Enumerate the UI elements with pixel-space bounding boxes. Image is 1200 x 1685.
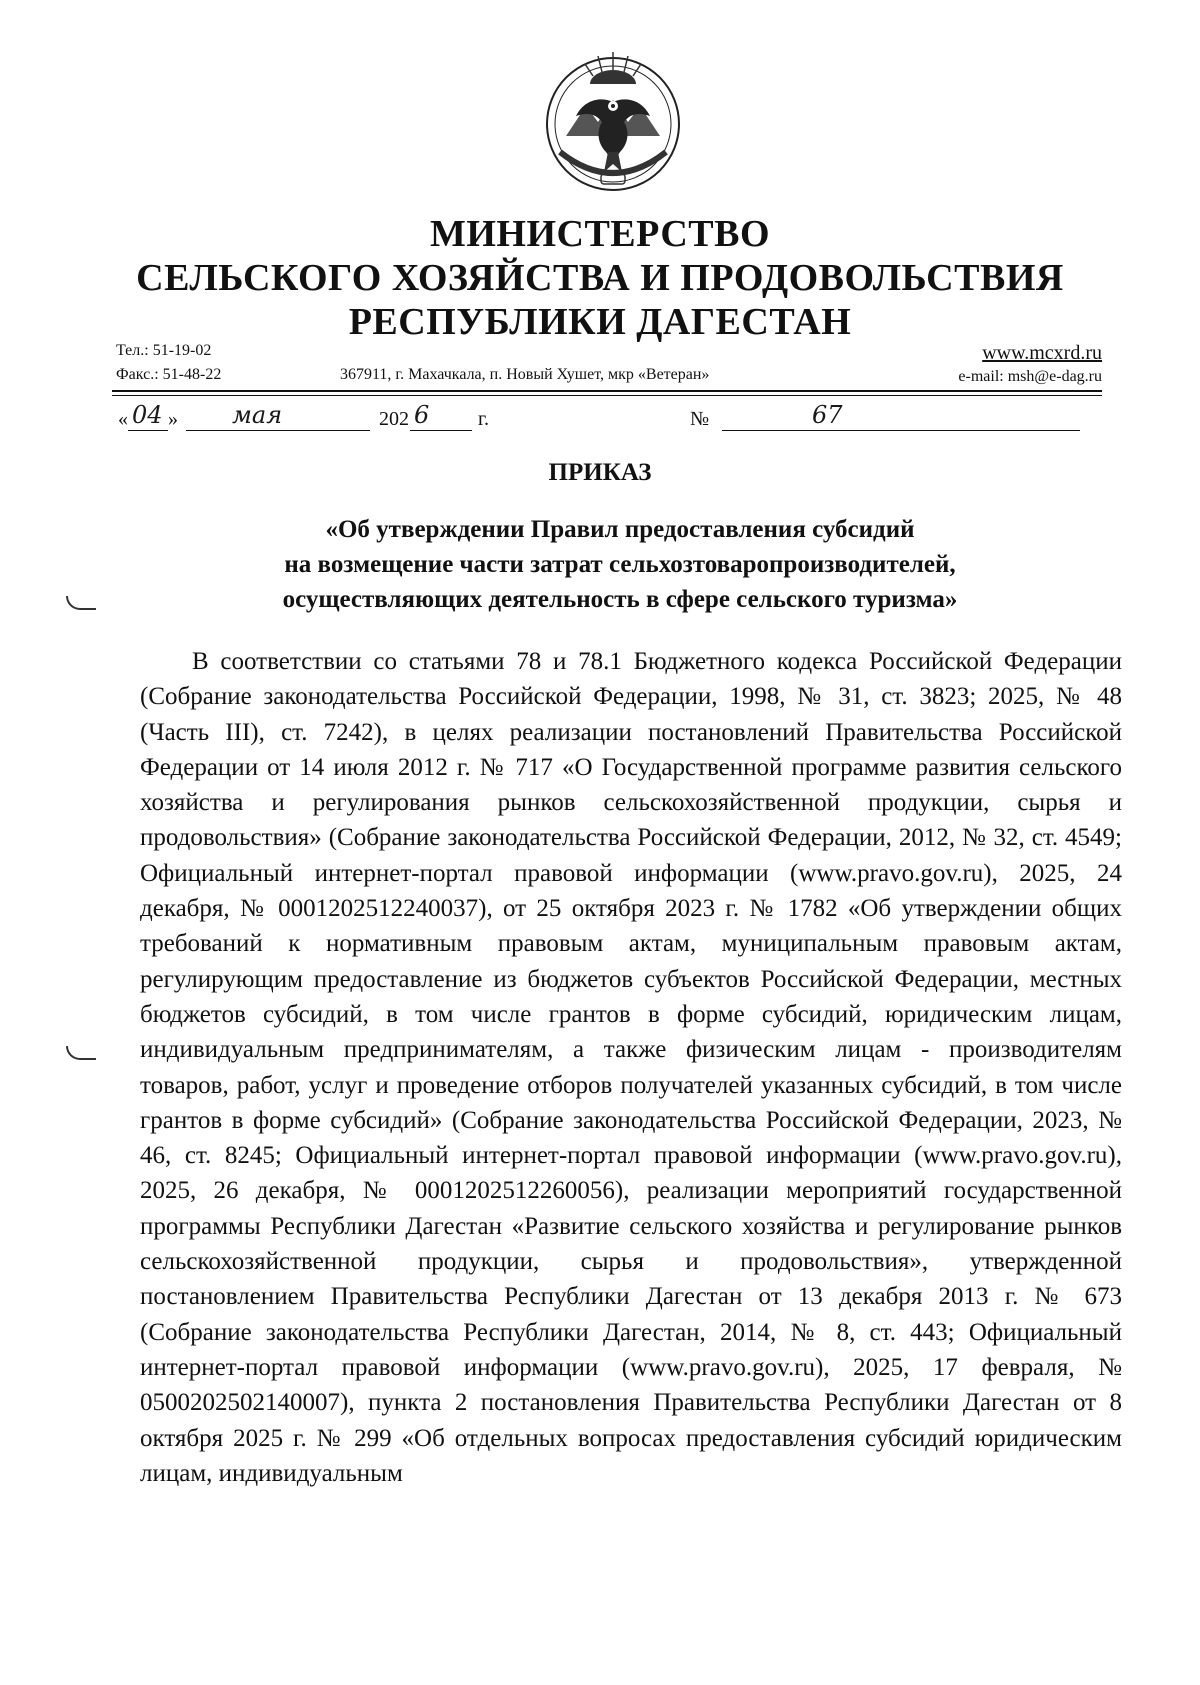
date-day: 04	[132, 401, 163, 429]
ministry-name-line-2: СЕЛЬСКОГО ХОЗЯЙСТВА И ПРОДОВОЛЬСТВИЯ	[136, 257, 1064, 299]
document-body: В соответствии со статьями 78 и 78.1 Бюджетного кодекса Российской Федерации (Собрание законодательства Российской Федерации, 1998, № 31, ст. 3823; 2025, № 48 (Часть III), ст. 7242), в целях реализации постановлений Правительства Российской Федерации от 14 июля 2012 г. № 717 «О Государственной программе развития сельского хозяйства и регулирования рынков сельскохозяйственной продукции, сырья и продовольствия» (Собрание законодательства Российской Федерации, 2012, № 32, ст. 4549; Официальный интернет-портал правовой информации (www.pravo.gov.ru), 2025, 24 декабря, № 0001202512240037), от 25 октября 2023 г. № 1782 «Об утверждении общих требований к нормативным правовым актам, муниципальным правовым актам, регулирующим предоставление из бюджетов субъектов Российской Федерации, местных бюджетов субсидий, в том числе грантов в форме субсидий, юридическим лицам, индивидуальным предпринимателям, а также физическим лицам - производителям товаров, работ, услуг и проведение отборов получателей указанных субсидий, в том числе грантов в форме субсидий» (Собрание законодательства Российской Федерации, 2023, № 46, ст. 8245; Официальный интернет-портал правовой информации (www.pravo.gov.ru), 2025, 26 декабря, № 0001202512260056), реализации мероприятий государственной программы Республики Дагестан «Развитие сельского хозяйства и регулирование рынков сельскохозяйственной продукции, сырья и продовольствия», утвержденной постановлением Правительства Республики Дагестан от 13 декабря 2013 г. № 673 (Собрание законодательства Республики Дагестан, 2014, № 8, ст. 443; Официальный интернет-портал правовой информации (www.pravo.gov.ru), 2025, 17 февраля, № 0500202502140007), пункта 2 постановления Правительства Республики Дагестан от 8 октября 2025 г. № 299 «Об отдельных вопросах предоставления субсидий юридическим лицам, индивидуальным	[140, 648, 1122, 1487]
date-quote-open: «	[118, 408, 128, 430]
fax-number: Факс.: 51-48-22	[116, 366, 222, 383]
website-link[interactable]: www.mcxrd.ru	[982, 342, 1102, 364]
title-line-2: на возмещение части затрат сельхозтоваропроизводителей,	[284, 551, 956, 578]
date-year-suffix: г.	[478, 408, 489, 430]
number-underline	[722, 430, 1080, 431]
scan-mark	[66, 596, 96, 610]
scan-mark	[66, 1046, 96, 1060]
header-divider-thick	[112, 390, 1102, 392]
title-line-1: «Об утверждении Правил предоставления субсидий	[325, 516, 915, 543]
document-type: ПРИКАЗ	[548, 459, 652, 486]
ministry-name-line-3: РЕСПУБЛИКИ ДАГЕСТАН	[348, 301, 852, 343]
title-line-3: осуществляющих деятельность в сфере сельского туризма»	[282, 586, 958, 613]
date-month: мая	[232, 401, 283, 429]
date-quote-close: »	[168, 408, 178, 430]
order-number: 67	[812, 401, 843, 429]
phone-number: Тел.: 51-19-02	[116, 342, 212, 359]
year-underline	[410, 430, 472, 431]
postal-address: 367911, г. Махачкала, п. Новый Хушет, мкр «Ветеран»	[340, 366, 710, 383]
document-title	[200, 512, 1040, 617]
date-year-digit: 6	[414, 401, 430, 429]
header-divider-thin	[112, 395, 1102, 396]
coat-of-arms-icon	[538, 44, 688, 202]
date-year-prefix: 202	[379, 408, 409, 430]
day-underline	[128, 430, 168, 431]
month-underline	[186, 430, 370, 431]
order-number-label: №	[690, 408, 710, 430]
ministry-name-line-1: МИНИСТЕРСТВО	[429, 213, 771, 255]
email-address: e-mail: msh@e-dag.ru	[958, 368, 1102, 385]
